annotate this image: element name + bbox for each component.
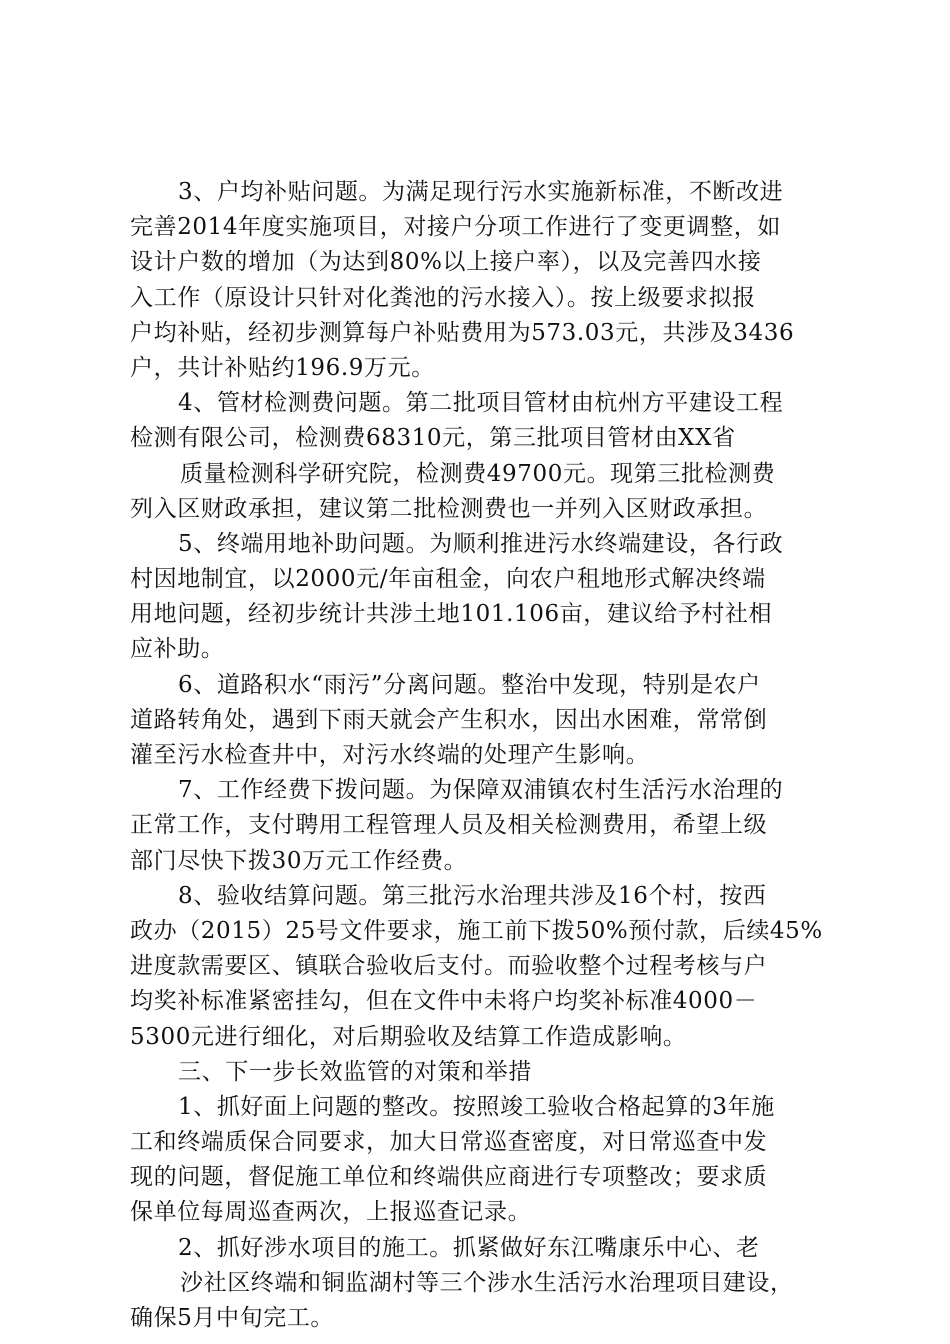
paragraph-4-line-4: 列入区财政承担，建议第二批检测费也一并列入区财政承担。 (130, 495, 768, 522)
paragraph-8-line-5: 5300元进行细化，对后期验收及结算工作造成影响。 (130, 1023, 687, 1050)
paragraph-5-line-1: 5、终端用地补助问题。为顺利推进污水终端建设，各行政 (178, 530, 784, 557)
paragraph-8-line-1: 8、验收结算问题。第三批污水治理共涉及16个村，按西 (178, 882, 767, 909)
paragraph-8-line-4: 均奖补标准紧密挂勾，但在文件中未将户均奖补标准4000－ (130, 988, 758, 1015)
section-heading-three: 三、下一步长效监管的对策和举措 (178, 1058, 532, 1085)
paragraph-8-line-2: 政办（2015）25号文件要求，施工前下拨50%预付款，后续45% (130, 917, 823, 944)
paragraph-5-line-2: 村因地制宜，以2000元/年亩租金，向农户租地形式解决终端 (130, 566, 766, 593)
paragraph-3-line-2: 完善2014年度实施项目，对接户分项工作进行了变更调整，如 (130, 214, 781, 241)
paragraph-3-line-4: 入工作（原设计只针对化粪池的污水接入）。按上级要求拟报 (130, 284, 756, 311)
measure-2-line-2: 沙社区终端和铜监湖村等三个涉水生活污水治理项目建设， (180, 1269, 794, 1296)
measure-1-line-1: 1、抓好面上问题的整改。按照竣工验收合格起算的3年施 (178, 1093, 775, 1120)
measure-1-line-3: 现的问题，督促施工单位和终端供应商进行专项整改；要求质 (130, 1164, 768, 1191)
paragraph-3-line-3: 设计户数的增加（为达到80%以上接户率），以及完善四水接 (130, 249, 762, 276)
measure-1-line-4: 保单位每周巡查两次，上报巡查记录。 (130, 1199, 532, 1226)
paragraph-4-line-1: 4、管材检测费问题。第二批项目管材由杭州方平建设工程 (178, 390, 784, 417)
paragraph-6-line-1: 6、道路积水“雨污”分离问题。整治中发现，特别是农户 (178, 671, 761, 698)
paragraph-3-line-5: 户均补贴，经初步测算每户补贴费用为573.03元，共涉及3436 (130, 319, 795, 346)
paragraph-7-line-1: 7、工作经费下拨问题。为保障双浦镇农村生活污水治理的 (178, 777, 784, 804)
measure-1-line-2: 工和终端质保合同要求，加大日常巡查密度，对日常巡查中发 (130, 1129, 768, 1156)
paragraph-8-line-3: 进度款需要区、镇联合验收后支付。而验收整个过程考核与户 (130, 953, 768, 980)
paragraph-4-line-3: 质量检测科学研究院，检测费49700元。现第三批检测费 (180, 460, 776, 487)
paragraph-4-line-2: 检测有限公司，检测费68310元，第三批项目管材由XX省 (130, 425, 736, 452)
paragraph-6-line-2: 道路转角处，遇到下雨天就会产生积水，因出水困难，常常倒 (130, 706, 768, 733)
document-body (130, 175, 830, 1336)
paragraph-7-line-3: 部门尽快下拨30万元工作经费。 (130, 847, 468, 874)
paragraph-3-line-1: 3、户均补贴问题。为满足现行污水实施新标准，不断改进 (178, 179, 784, 205)
paragraph-3-line-6: 户，共计补贴约196.9万元。 (130, 354, 435, 381)
paragraph-7-line-2: 正常工作，支付聘用工程管理人员及相关检测费用，希望上级 (130, 812, 768, 839)
paragraph-5-line-4: 应补助。 (130, 636, 225, 663)
paragraph-6-line-3: 灌至污水检查井中，对污水终端的处理产生影响。 (130, 742, 650, 768)
paragraph-5-line-3: 用地问题，经初步统计共涉土地101.106亩，建议给予村社相 (130, 601, 773, 628)
measure-2-line-3: 确保5月中旬完工。 (130, 1305, 335, 1331)
measure-2-line-1: 2、抓好涉水项目的施工。抓紧做好东江嘴康乐中心、老 (178, 1234, 760, 1261)
